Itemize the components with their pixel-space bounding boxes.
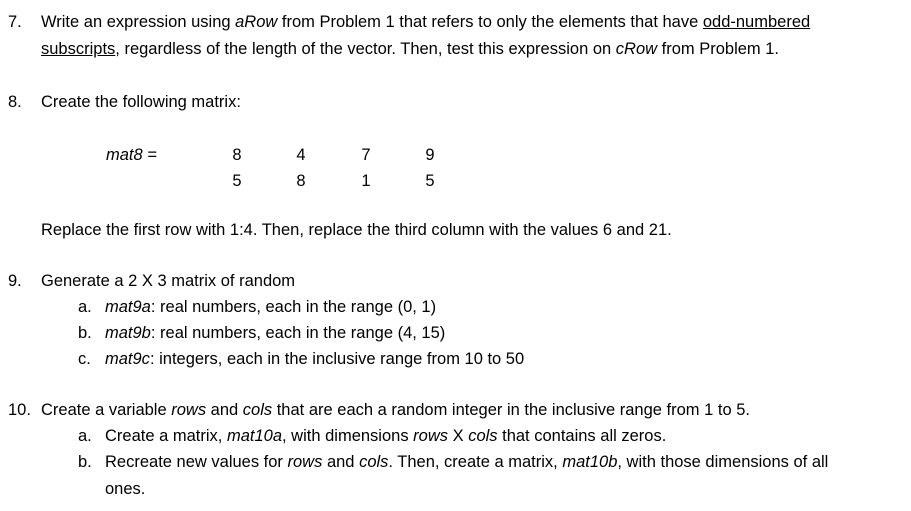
matrix-cell: 8 <box>232 146 242 164</box>
matrix-cell: 5 <box>425 172 435 190</box>
list-letter: a. <box>78 298 92 316</box>
question-7-line-2: subscripts, regardless of the length of the vector. Then, test this expression on cRow from Problem 1. <box>41 40 780 58</box>
question-7-line-1: Write an expression using aRow from Problem 1 that refers to only the elements that have odd-numbered <box>41 13 811 31</box>
question-7-number: 7. <box>8 13 22 31</box>
question-9-text: Generate a 2 X 3 matrix of random <box>41 272 296 290</box>
matrix-label: mat8 = <box>106 146 157 164</box>
question-8-text: Create the following matrix: <box>41 93 241 111</box>
list-item-continuation: ones. <box>105 480 146 498</box>
matrix-cell: 9 <box>425 146 435 164</box>
question-9-number: 9. <box>8 272 22 290</box>
matrix-cell: 8 <box>296 172 306 190</box>
var-arow: aRow <box>235 13 278 31</box>
list-item: mat9c: integers, each in the inclusive range from 10 to 50 <box>105 350 525 368</box>
list-letter: b. <box>78 324 92 342</box>
matrix-cell: 1 <box>361 172 371 190</box>
list-letter: c. <box>78 350 91 368</box>
question-8-number: 8. <box>8 93 22 111</box>
var-crow: cRow <box>615 40 658 58</box>
question-10-number: 10. <box>8 401 31 419</box>
question-8-instructions: Replace the first row with 1:4. Then, replace the third column with the values 6 and 21. <box>41 221 672 239</box>
list-letter: b. <box>78 453 92 471</box>
list-item: mat9b: real numbers, each in the range (4, 15) <box>105 324 446 342</box>
underlined-text: odd-numbered <box>702 13 811 31</box>
list-item: mat9a: real numbers, each in the range (0, 1) <box>105 298 437 316</box>
question-10-text: Create a variable rows and cols that are each a random integer in the inclusive range from 1 to 5. <box>41 401 750 419</box>
list-item: Recreate new values for rows and cols. Then, create a matrix, mat10b, with those dimensions of all <box>105 453 829 471</box>
matrix-cell: 5 <box>232 172 242 190</box>
list-item: Create a matrix, mat10a, with dimensions rows X cols that contains all zeros. <box>105 427 667 445</box>
matrix-cell: 4 <box>296 146 306 164</box>
underlined-text: subscripts <box>41 40 116 58</box>
matrix-cell: 7 <box>361 146 371 164</box>
list-letter: a. <box>78 427 92 445</box>
